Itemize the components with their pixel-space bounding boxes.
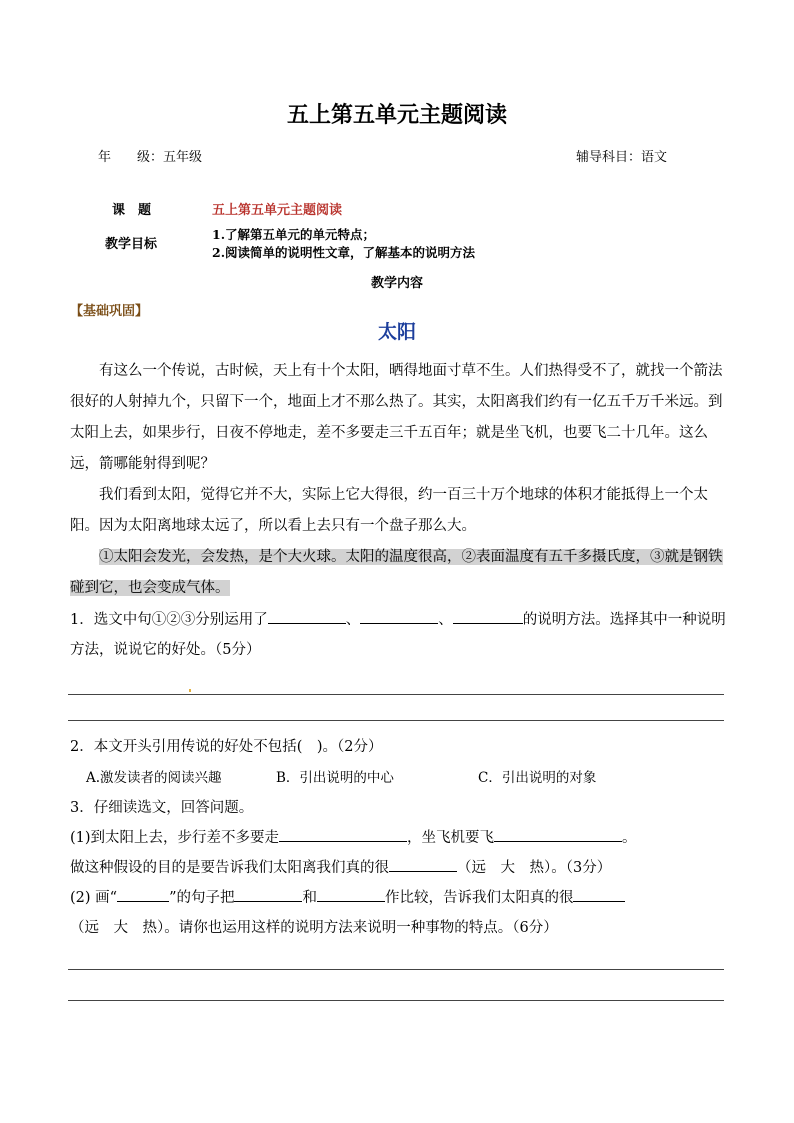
q3-1-blank-purpose[interactable]: [389, 855, 457, 872]
q3-2-result: 作比较，告诉我们太阳真的很: [384, 890, 574, 906]
goals-label: 教学目标: [105, 237, 158, 252]
q3-2-blank-underline[interactable]: [117, 885, 169, 902]
q1-separator-1: 、: [345, 612, 361, 628]
stray-mark: [189, 689, 191, 692]
article-paragraph-3: [70, 542, 725, 604]
section-tag: 【基础巩固】: [70, 304, 149, 319]
highlighted-sentences: ①太阳会发光，会发热，是个大火球。太阳的温度很高，②表面温度有五千多摄氏度，③就是钢铁碰到它，也会变成气体。: [70, 549, 723, 596]
grade-info: [98, 146, 202, 165]
subject-label: 辅导科目：: [576, 150, 642, 165]
goal-item-1: 1.了解第五单元的单元特点；: [212, 227, 376, 242]
q3-1-prompt: (1)到太阳上去，步行差不多要走: [70, 830, 280, 846]
q3-2-choices: （远 大 热）。请你也运用这样的说明方法来说明一种事物的特点。（6分）: [70, 920, 558, 936]
q2-prompt: 2．本文开头引用传说的好处不包括( )。（2分）: [70, 739, 383, 755]
goal-item-2: 2.阅读简单的说明性文章，了解基本的说明方法: [212, 245, 476, 260]
q1-prompt: 1．选文中句①②③分别运用了: [70, 612, 268, 628]
question-1: [70, 605, 730, 665]
q2-option-a[interactable]: A.激发读者的阅读兴趣: [86, 770, 222, 786]
article-body: [70, 356, 725, 604]
q1-prompt-rest: 的说明方法。选择其中一种说明方法，说说它的好处。（5分）: [70, 612, 726, 658]
q2-option-b[interactable]: B．引出说明的中心: [276, 770, 394, 786]
q1-blank-3[interactable]: [453, 607, 523, 624]
q3-answer-line-1[interactable]: [68, 969, 724, 970]
q3-1-choices: （远 大 热）。（3分）: [457, 860, 612, 876]
subject-info: [576, 146, 667, 165]
question-2: [70, 732, 730, 762]
content-heading: 教学内容: [370, 276, 423, 291]
q3-1-end: 。: [622, 830, 637, 846]
q3-2-compare: ”的句子把: [169, 890, 235, 906]
q3-prompt: 3．仔细读选文，回答问题。: [70, 800, 254, 816]
q3-2-and: 和: [302, 890, 317, 906]
subject-value: 语文: [641, 150, 668, 165]
q3-2-blank-very[interactable]: [573, 885, 625, 902]
topic-label: 课 题: [112, 203, 152, 218]
q2-option-c[interactable]: C．引出说明的对象: [478, 770, 597, 786]
q3-1-blank-plane[interactable]: [494, 825, 622, 842]
q1-answer-line-2[interactable]: [68, 720, 724, 721]
q3-1-purpose: 做这种假设的目的是要告诉我们太阳离我们真的很: [70, 860, 389, 876]
q3-1-blank-walk[interactable]: [279, 825, 407, 842]
article-paragraph-1: 有这么一个传说，古时候，天上有十个太阳，晒得地面寸草不生。人们热得受不了，就找一个箭法很好的人射掉九个，只留下一个，地面上才不那么热了。其实，太阳离我们约有一亿五千万千米远。到太阳上去，如果步行，日夜不停地走，差不多要走三千五百年；就是坐飞机，也要飞二十几年。这么远，箭哪能射得到呢？: [70, 363, 723, 472]
q1-blank-1[interactable]: [268, 607, 346, 624]
article-title: 太阳: [377, 321, 416, 343]
article-paragraph-2: 我们看到太阳，觉得它并不大，实际上它大得很，约一百三十万个地球的体积才能抵得上一个太阳。因为太阳离地球太远了，所以看上去只有一个盘子那么大。: [70, 487, 708, 534]
grade-label: 年 级：: [98, 150, 164, 165]
q1-separator-2: 、: [438, 612, 453, 628]
q3-2-blank-a[interactable]: [234, 885, 302, 902]
q1-answer-line-1[interactable]: [68, 694, 724, 695]
question-3: [70, 793, 730, 943]
q3-2-blank-b[interactable]: [317, 885, 385, 902]
q3-1-middle: ，坐飞机要飞: [407, 830, 495, 846]
q1-blank-2[interactable]: [360, 607, 438, 624]
page-title: 五上第五单元主题阅读: [286, 102, 507, 128]
q3-answer-line-2[interactable]: [68, 1000, 724, 1001]
topic-value: 五上第五单元主题阅读: [212, 203, 343, 218]
grade-value: 五年级: [163, 150, 203, 165]
q3-2-prompt: (2) 画“: [70, 890, 118, 906]
